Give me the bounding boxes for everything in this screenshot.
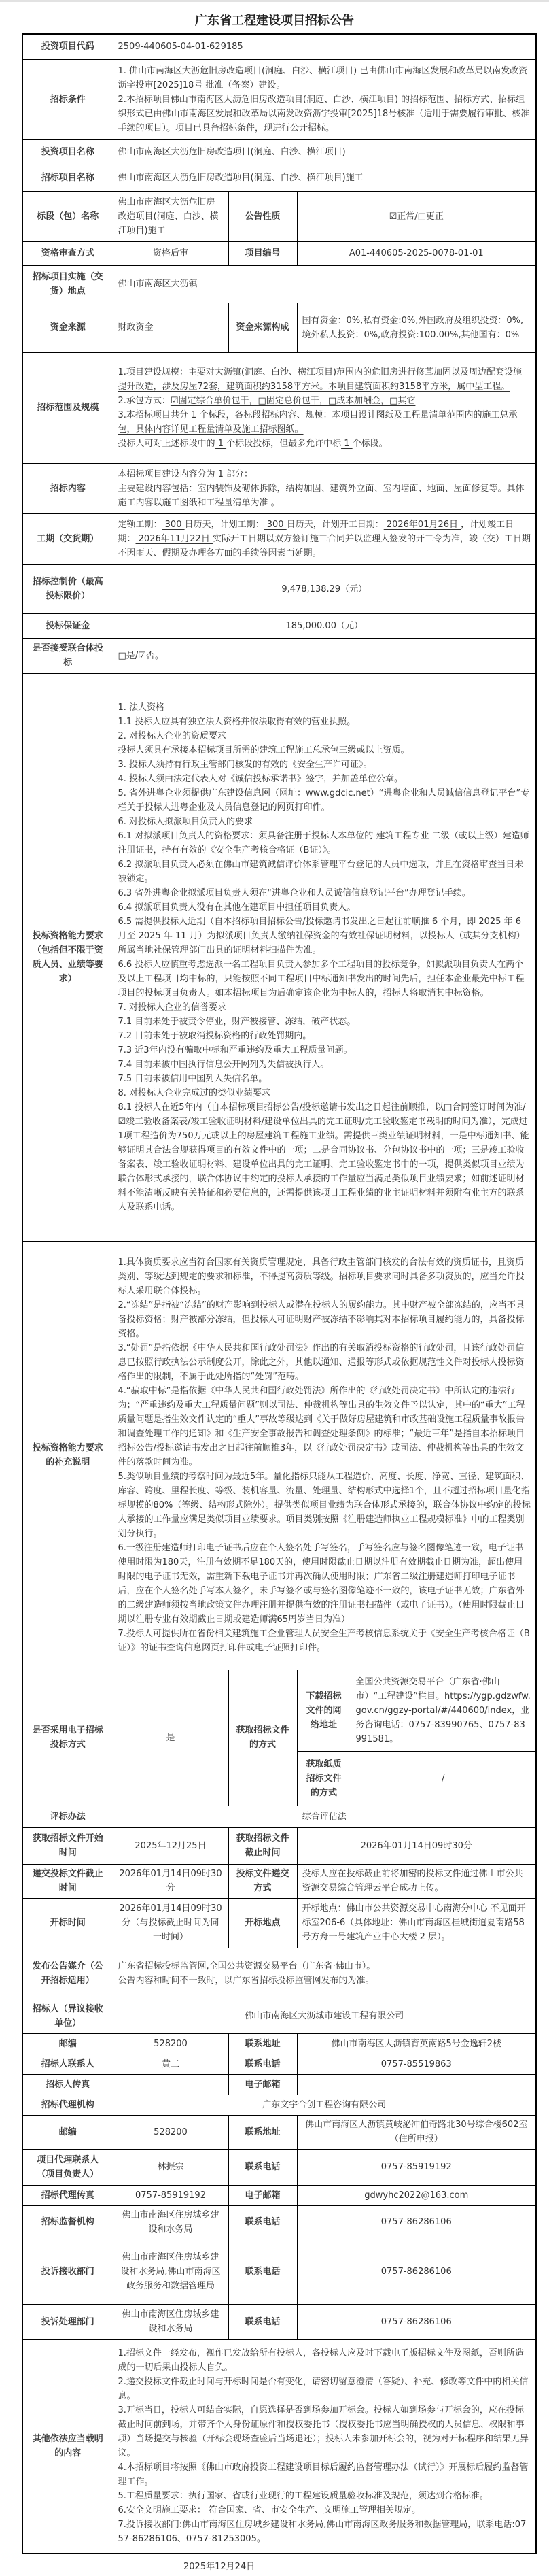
bid-bond-value: 185,000.00（元）: [113, 613, 536, 638]
section-label: 标段（包）名称: [22, 191, 113, 241]
tenderer-contact-value: 黄工: [113, 2054, 228, 2074]
conditions-value: 1. 佛山市南海区大沥危旧房改造项目(洞庭、白沙、横江项目) 已由佛山市南海区发展和改革局以南发改资沥字投审[2025]18号 批准（备案）建设。 2.本招标项目佛山市南海区大沥危旧房改造项目(洞庭、白沙、横江项目) 的招标范围、招标方式、招标组织形式已由佛山市南海区发展和改革局以南发改资沥字投审[2025]18号核准（适用于需要履行审批、核准手续的项目）。项目已具备招标条件，现进行公开招标。: [113, 59, 536, 139]
qualification-review-label: 资格审查方式: [22, 241, 113, 265]
investment-name-label: 投资项目名称: [22, 139, 113, 165]
paper-method-label: 获取纸质招标文件的方式: [297, 1751, 351, 1806]
supervisor-phone-label: 联系电话: [228, 2205, 297, 2239]
obtain-deadline-label: 获取招标文件截止时间: [228, 1827, 297, 1864]
investment-code-label: 投资项目代码: [22, 34, 113, 59]
consortium-label: 是否接受联合体投标: [22, 638, 113, 673]
submit-method-label: 投标文件递交方式: [228, 1864, 297, 1898]
supervisor-value: 佛山市南海区住房城乡建设和水务局: [113, 2205, 228, 2239]
other-value: 1.招标文件一经发布，视作已发放给所有投标人，各投标人应及时下载电子版招标文件及图纸，否则所造成的一切后果由投标人自负。 2.递交投标文件截止时间与开标时间是否有变化，请密切留意澄清（答疑）、补充、修改等文件中的相关信息。 3.开标当日，投标人可结合实际，自愿选择是否到场参加开标会。投标人如到场参与开标会的，应在投标截止时间前到场，并带齐个人身份证原件和授权委托书（授权委托书应当明确授权的人员信息、权限和事项）当场提交与核验（开标会现场查验后当场退还）；投标人未参加开标会的，视为对开标程序和结果无异议。 4.本招标项目将按照《佛山市政府投资工程建设项目标后履约监督管理办法（试行）》开展标后履约监督管理工作。 5.工程质量要求：执行国家、省或行业现行的工程建设质量验收标准及规范，须达到合格标准。 6.安全文明施工要求： 符合国家、省、市安全生产、文明施工管理相关规定。 7.投诉接收部门:佛山市南海区住房城乡建设和水务局,佛山市南海区政务服务和数据管理局，联系电话:0757-86286106、0757-81253005。: [113, 2339, 536, 2554]
tenderer-email-label: 电子邮箱: [228, 2074, 297, 2095]
funding-value: 财政资金: [113, 303, 228, 352]
location-label: 招标项目实施（交货）地点: [22, 265, 113, 303]
opening-place-value: 开标地点：佛山市公共资源交易中心南海分中心 不见面开标室206-6（具体地址：佛山市南海区桂城街道夏南路58 号方舟一号建筑产业中心大楼 2 层）。: [297, 1898, 536, 1948]
funding-composition-label: 资金来源构成: [228, 303, 297, 352]
agency-address-value: 佛山市南海区大沥镇黄岐泌冲伯奇路北30号综合楼602室（住所申报）: [297, 2115, 536, 2149]
consortium-value: □是/☑否。: [113, 638, 536, 673]
evaluation-value: 综合评估法: [113, 1806, 536, 1827]
qualification-req-value: 1. 法人资格 1.1 投标人应具有独立法人资格并依法取得有效的营业执照。 2. 对投标人企业的资质要求 投标人须具有承接本招标项目所需的建筑工程施工总承包三级或以上资质。 3. 投标人须持有行政主管部门核发的有效的《安全生产许可证》。 4. 投标人须由法定代表人对《诚信投标承诺书》签字，并加盖单位公章。 5. 省外进粤企业须提供广东建设信息网（网址：www.gdcic.net）“进粤企业和人员诚信信息登记平台”专栏关于投标人进粤企业及人员信息登记的网页打印件。 6. 对投标人拟派项目负责人的要求 6.1 对拟派项目负责人的资格要求：须具备注册于投标人本单位的 建筑工程专业 二级（或以上级）建造师注册证书，持有有效的《安全生产考核合格证（B证）》。 6.2 拟派项目负责人必须在佛山市建筑诚信评价体系管理平台登记的人员中选取，并且在资格审查当日未被锁定。 6.3 省外进粤企业拟派项目负责人须在“进粤企业和人员诚信信息登记平台”办理登记手续。 6.4 拟派项目负责人没有在其他在建项目中担任项目负责人。 6.5 需提供投标人近期（自本招标项目招标公告/投标邀请书发出之日起往前顺推 6 个月，即 2025 年 6 月至 2025 年 11 月）为拟派项目负责人缴纳社保资金的有效社保证明材料，以投标人（或其分支机构）所属当地社保管理部门出具的证明材料扫描件为准。 6.6 投标人应慎重考虑选派一名工程项目负责人参加多个工程项目的投标竞争，如拟派项目负责人在两个及以上工程项目均中标的，只能按照不同工程项目中标通知书发出的时间先后，担任本企业最先中标工程项目的投标项目负责人。如本招标项目为后确定该企业为中标人的，招标人将取消其中标资格。 7. 对投标人企业的信誉要求 7.1 目前未处于被责令停业，财产被接管、冻结，破产状态。 7.2 目前未处于被取消投标资格的行政处罚期内。 7.3 近3年内没有骗取中标和严重违约及重大工程质量问题。 7.4 目前未被中国执行信息公开网列为失信被执行人。 7.5 目前未被信用中国列入失信名单。 8. 对投标人企业完成过的类似业绩要求 8.1 投标人在近5年内（自本招标项目招标公告/投标邀请书发出之日起往前顺推，以□合同签订时间为准/☑竣工验收备案表/竣工验收证明材料/建设单位出具的完工证明/完工验收鉴定书载明的时间为准），完成过1项工程造价为750万元或以上的房屋建筑工程施工业绩。需提供三类业绩证明材料，一是中标通知书、能够证明其合法合规获得项目的有效文件中的一项；二是合同协议书、分包协议书中的一项；三是竣工验收备案表、竣工验收证明材料、建设单位出具的完工证明、完工验收鉴定书中的一项，提供类似项目业绩为联合体形式承接的，联合体协议中约定的投标人承接的工作量应当满足类似项目业绩要求；如前述证明材料不能清晰反映有关特征和必要信息的，还需提供该项目工程业绩的业主证明材料并须附有业主方的联系人及联系电话。: [113, 673, 536, 1241]
agency-email-value: gdwyhc2022@163.com: [297, 2185, 536, 2205]
tenderer-address-value: 佛山市南海区大沥镇育英南路5号金逸轩2楼: [297, 2033, 536, 2054]
submit-method-value: 投标人应在投标截止前将加密的投标文件通过佛山市公共资源交易综合管理云平台成功上传。: [297, 1864, 536, 1898]
obtain-method-label: 获取招标文件的方式: [228, 1670, 297, 1806]
electronic-label: 是否采用电子招标投标方式: [22, 1670, 113, 1806]
qualification-notes-value: 1.具体资质要求应当符合国家有关资质管理规定，具备行政主管部门核发的合法有效的资质证书，且资质类别、等级达到规定的要求和标准，不得提高资质等级。招标项目要求同时具备多项资质的，应当允许投标人采用联合体投标。 2.“冻结”是指被“冻结”的财产影响到投标人或潜在投标人的履约能力。其中财产被全部冻结的，应当不具备投标资格；财产被部分冻结，但投标人可证明财产被冻结不影响其对本招标项目履约能力的，具备投标资格。 3.“处罚”是指依据《中华人民共和国行政处罚法》作出的有关取消投标资格的行政处罚，且该行政处罚信息已按照行政执法公示制度公开，除此之外，其他以通知、通报等形式或依据规范性文件对投标人投标资格作出的限制，不属于此处所指的“处罚”范畴。 4.“骗取中标”是指依据《中华人民共和国行政处罚法》所作出的《行政处罚决定书》中所认定的违法行为；“严重违约及重大工程质量问题”则以司法、仲裁机构等出具的生效文件予以认定，其中的“重大”工程质量问题是指生效文件认定的“重大”事故等级达到《关于做好房屋建筑和市政基础设施工程质量事故报告和调查处理工作的通知》和《生产安全事故报告和调查处理条例》的标准；“最近三年”是指自本招标项目招标公告/投标邀请书发出之日起往前顺推3年，以《行政处罚决定书》或司法、仲裁机构等出具的生效文件的落款时间为准。 5.类似项目业绩的考察时间为最近5年。量化指标只能从工程造价、高度、长度、净宽、直径、建筑面积、库容、跨度、里程长度、等级、装机容量、流量、处理量、结构形式中选择1个，且不超过招标项目量化指标规模的80%（等级、结构形式除外）。提供类似项目业绩为联合体形式承接的，联合体协议中约定的投标人承接的工作量应满足类似项目业绩要求。项目类别按照《注册建造师执业工程规模标准》中的工程类别划分执行。 6.一级注册建造师打印电子证书后应在个人签名处手写签名，手写签名应与签名图像笔迹一致，电子证书使用时限为180天，注册有效期不足180天的，使用时限截止日期以注册有效期截止日期为准，超出使用时限的电子证书无效，需重新下载电子证书并再次确认使用时限；广东省二级注册建造师打印电子证书后，应在个人签名处手写本人签名，未手写签名或与签名图像笔迹不一致的，该电子证书无效；广东省外的二级建造师须按当地政策文件办理注册并提供有效的注册证书扫描件（或电子证书）。（使用时限截止日期以注册专业有效期截止日期或建造师满65周岁当日为准） 7.投标人可提供所在省份相关建筑施工企业管理人员安全生产考核信息系统关于《安全生产考核合格证（B证）》的证书查询信息网页打印件或电子证照打印件。: [113, 1241, 536, 1670]
tenderer-label: 招标人（异议接收单位）: [22, 1999, 113, 2033]
announcement-date: 2025年12月24日: [183, 2562, 255, 2572]
complaint-receiver-value: 佛山市南海区住房城乡建设和水务局,佛山市南海区政务服务和数据管理局: [113, 2239, 228, 2304]
project-no-value: A01-440605-2025-0078-01-01: [297, 241, 536, 265]
download-address-label: 下载招标文件的网络地址: [297, 1670, 351, 1751]
notice-nature-label: 公告性质: [228, 191, 297, 241]
notice-nature-value: ☑正常/□更正: [297, 191, 536, 241]
obtain-start-label: 获取招标文件开始时间: [22, 1827, 113, 1864]
agency-address-label: 联系地址: [228, 2115, 297, 2149]
tenderer-value: 佛山市南海区大沥城市建设工程有限公司: [113, 1999, 536, 2033]
agency-value: 广东文宇合创工程咨询有限公司: [113, 2095, 536, 2115]
project-no-label: 项目编号: [228, 241, 297, 265]
complaint-handler-phone-value: 0757-86286106: [297, 2304, 536, 2339]
paper-method-value: /: [351, 1751, 536, 1806]
bid-bond-label: 投标保证金: [22, 613, 113, 638]
tenderer-phone-value: 0757-85519863: [297, 2054, 536, 2074]
duration-value: 定额工期： 300 日历天，计划工期： 300 日历天，计划开工日期： 2026年01月26日 ，计划竣工日期： 2026年11月22日 实际开工日期以双方签订施工合同并以监理人签发的开工令为准，竣（交）工日期不因雨天、假期及办理各方面的手续等因素而延期。: [113, 513, 536, 564]
tenderer-fax-label: 招标人传真: [22, 2074, 113, 2095]
agency-phone-label: 联系电话: [228, 2149, 297, 2185]
content-value: 本招标项目建设内容分为 1 部分： 主要建设内容包括：室内装饰及砌体拆除，结构加固、建筑外立面、室内墙面、地面、屋面修复等。具体施工内容以施工图纸和工程量清单为准 。: [113, 463, 536, 513]
media-label: 发布公告媒介（公开招标适用）: [22, 1948, 113, 1999]
complaint-handler-label: 投诉处理部门: [22, 2304, 113, 2339]
content-label: 招标内容: [22, 463, 113, 513]
agency-email-label: 电子邮箱: [228, 2185, 297, 2205]
duration-label: 工期（交货期）: [22, 513, 113, 564]
qualification-notes-label: 投标资格能力要求的补充说明: [22, 1241, 113, 1670]
media-value: 广东省招标投标监管网,全国公共资源交易平台（广东省·佛山市）。 公告内容和时间不一致时，以广东省招标投标监管网发布的为准。: [113, 1948, 536, 1999]
project-name-label: 招标项目名称: [22, 165, 113, 191]
tenderer-email-value: [297, 2074, 536, 2095]
agency-label: 招标代理机构: [22, 2095, 113, 2115]
project-name-value: 佛山市南海区大沥危旧房改造项目(洞庭、白沙、横江项目)施工: [113, 165, 536, 191]
scope-label: 招标范围及规模: [22, 352, 113, 463]
investment-code-value: 2509-440605-04-01-629185: [113, 34, 536, 59]
complaint-receiver-phone-value: 0757-86286106: [297, 2239, 536, 2304]
electronic-value: 是: [113, 1670, 228, 1806]
funding-composition-value: 国有资金：0%,私有资金:0%,外国政府及组织投资：0%,境外私人投资：0%,政府投资:100.00%,其他国有：0%: [297, 303, 536, 352]
download-address-value: 全国公共资源交易平台（广东省·佛山市）“工程建设”栏目。https://ygp.gdzwfw.gov.cn/ggzy-portal/#/440600/index，业务咨询电话：0757-83990765、0757-83991581。: [351, 1670, 536, 1751]
funding-label: 资金来源: [22, 303, 113, 352]
agency-contact-label: 项目代理联系人（项目负责人）: [22, 2149, 113, 2185]
opening-time-value: 2026年01月14日09时30分（与投标截止时间为同一时间）: [113, 1898, 228, 1948]
opening-time-label: 开标时间: [22, 1898, 113, 1948]
qualification-req-label: 投标资格能力要求（包括但不限于资质人员、业绩等要求）: [22, 673, 113, 1241]
other-label: 其他依法应当载明的内容: [22, 2339, 113, 2554]
tenderer-postcode-label: 邮编: [22, 2033, 113, 2054]
submit-deadline-label: 递交投标文件截止时间: [22, 1864, 113, 1898]
tenderer-phone-label: 联系电话: [228, 2054, 297, 2074]
supervisor-phone-value: 0757-86286106: [297, 2205, 536, 2239]
complaint-receiver-label: 投诉接收部门: [22, 2239, 113, 2304]
scope-value: 1.项目建设规模：主要对大沥镇(洞庭、白沙、横江项目)范围内的危旧房进行修葺加固以及周边配套设施提升改造，涉及房屋72套，建筑面积约3158平方米。本项目建筑面积约3158平方米，属中型工程。 2.承包方式：☑固定综合单价包干，□固定总价包干，□成本加酬金，□其它 3.本招标项目共分 1 个标段，各标段招标内容、规模：本项目设计图纸及工程量清单范围内的施工总承包，具体内容详见工程量清单及施工招标图纸。 投标人可对上述标段中的 1 个标段投标，但最多允许中标 1 个标段。: [113, 352, 536, 463]
tenderer-address-label: 联系地址: [228, 2033, 297, 2054]
obtain-start-value: 2025年12月25日: [113, 1827, 228, 1864]
section-value: 佛山市南海区大沥危旧房改造项目(洞庭、白沙、横江项目)施工: [113, 191, 228, 241]
complaint-handler-phone-label: 联系电话: [228, 2304, 297, 2339]
agency-postcode-value: 528200: [113, 2115, 228, 2149]
qualification-review-value: 资格后审: [113, 241, 228, 265]
control-price-label: 招标控制价（最高投标限价）: [22, 564, 113, 613]
agency-fax-value: 0757-85919192: [113, 2185, 228, 2205]
agency-fax-label: 招标代理传真: [22, 2185, 113, 2205]
tenderer-postcode-value: 528200: [113, 2033, 228, 2054]
conditions-label: 招标条件: [22, 59, 113, 139]
obtain-deadline-value: 2026年01月14日09时30分: [297, 1827, 536, 1864]
agency-contact-value: 林振宗: [113, 2149, 228, 2185]
announcement-table: [22, 33, 537, 2554]
complaint-receiver-phone-label: 联系电话: [228, 2239, 297, 2304]
control-price-value: 9,478,138.29（元）: [113, 564, 536, 613]
submit-deadline-value: 2026年01月14日09时30分: [113, 1864, 228, 1898]
evaluation-label: 评标办法: [22, 1806, 113, 1827]
tenderer-fax-value: [113, 2074, 228, 2095]
investment-name-value: 佛山市南海区大沥危旧房改造项目(洞庭、白沙、横江项目): [113, 139, 536, 165]
opening-place-label: 开标地点: [228, 1898, 297, 1948]
agency-phone-value: 0757-85919192: [297, 2149, 536, 2185]
top-strip: [0, 0, 549, 2]
agency-postcode-label: 邮编: [22, 2115, 113, 2149]
tenderer-contact-label: 招标人联系人: [22, 2054, 113, 2074]
complaint-handler-value: 佛山市南海区住房城乡建设和水务局: [113, 2304, 228, 2339]
page-title: 广东省工程建设项目招标公告: [195, 14, 354, 28]
supervisor-label: 招标监督机构: [22, 2205, 113, 2239]
location-value: 佛山市南海区大沥镇: [113, 265, 536, 303]
